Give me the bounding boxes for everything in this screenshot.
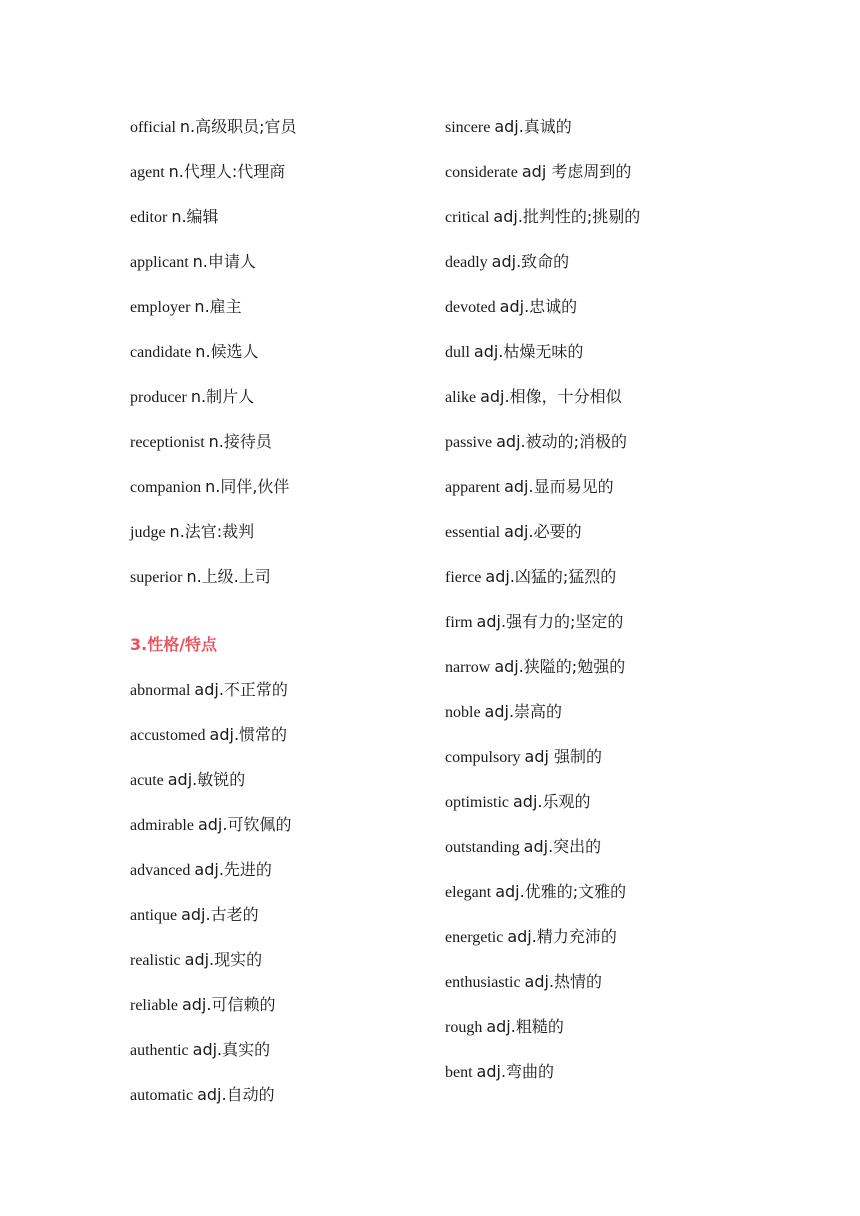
vocab-word: abnormal	[130, 682, 191, 699]
vocab-definition: n.申请人	[192, 252, 256, 271]
vocab-word: official	[130, 119, 176, 136]
vocab-definition: adj.精力充沛的	[507, 927, 617, 946]
vocab-word: sincere	[445, 119, 491, 136]
vocab-definition: adj.致命的	[491, 252, 570, 271]
vocab-entry	[445, 1014, 805, 1059]
vocab-definition: adj.批判性的;挑剔的	[493, 207, 641, 226]
vocab-entry	[445, 474, 805, 519]
vocab-entry	[445, 294, 805, 339]
vocab-definition: adj 考虑周到的	[521, 162, 632, 181]
vocab-word: admirable	[130, 817, 194, 834]
vocab-word: superior	[130, 569, 183, 586]
vocab-word: automatic	[130, 1087, 194, 1104]
vocab-definition: adj.强有力的;坚定的	[476, 612, 624, 631]
vocab-definition: adj.显而易见的	[504, 477, 614, 496]
vocab-entry	[445, 879, 805, 924]
vocab-word: bent	[445, 1064, 473, 1081]
vocab-entry	[445, 609, 805, 654]
vocab-definition: adj.粗糙的	[486, 1017, 564, 1036]
vocab-word: receptionist	[130, 434, 205, 451]
vocab-entry	[130, 564, 430, 609]
vocab-entry	[130, 992, 430, 1037]
vocab-entry	[130, 159, 430, 204]
vocab-word: judge	[130, 524, 166, 541]
vocab-definition: n.编辑	[171, 207, 219, 226]
vocab-entry	[130, 339, 430, 384]
vocab-entry	[130, 294, 430, 339]
vocab-definition: adj.相像，十分相似	[480, 387, 622, 406]
vocab-entry	[130, 204, 430, 249]
vocab-entry	[445, 159, 805, 204]
vocab-entry	[130, 947, 430, 992]
vocab-definition: adj.敏锐的	[167, 770, 246, 789]
vocab-definition: adj.突出的	[523, 837, 602, 856]
vocab-definition: adj.崇高的	[484, 702, 563, 721]
vocab-word: considerate	[445, 164, 518, 181]
vocab-entry	[445, 834, 805, 879]
vocab-word: critical	[445, 209, 490, 226]
vocab-word: alike	[445, 389, 477, 406]
vocab-entry	[130, 677, 430, 722]
vocab-entry	[130, 1082, 430, 1127]
vocab-definition: adj.优雅的;文雅的	[495, 882, 627, 901]
vocab-definition: adj.惯常的	[209, 725, 288, 744]
vocab-entry	[130, 429, 430, 474]
vocab-entry	[445, 204, 805, 249]
vocab-word: antique	[130, 907, 178, 924]
vocab-word: companion	[130, 479, 202, 496]
vocab-definition: adj.真实的	[192, 1040, 271, 1059]
vocab-definition: n.高级职员;官员	[179, 117, 297, 136]
vocab-entry	[445, 789, 805, 834]
vocab-word: employer	[130, 299, 191, 316]
vocab-entry	[130, 722, 430, 767]
vocab-word: rough	[445, 1019, 483, 1036]
vocab-definition: adj.必要的	[504, 522, 582, 541]
vocab-word: firm	[445, 614, 473, 631]
vocab-definition: adj.凶猛的;猛烈的	[485, 567, 617, 586]
vocab-definition: adj.狭隘的;勉强的	[494, 657, 626, 676]
vocab-entry	[130, 474, 430, 519]
vocab-entry	[130, 519, 430, 564]
vocab-definition: adj.可钦佩的	[197, 815, 292, 834]
vocab-definition: n.接待员	[208, 432, 272, 451]
vocab-word: compulsory	[445, 749, 521, 766]
vocab-word: energetic	[445, 929, 504, 946]
vocab-definition: adj.忠诚的	[499, 297, 578, 316]
vocab-definition: adj.枯燥无味的	[473, 342, 584, 361]
vocab-word: agent	[130, 164, 165, 181]
vocab-definition: adj.乐观的	[513, 792, 591, 811]
vocab-entry	[445, 519, 805, 564]
vocab-entry	[445, 339, 805, 384]
vocab-definition: adj.古老的	[181, 905, 259, 924]
vocab-entry	[130, 1037, 430, 1082]
vocab-entry	[130, 767, 430, 812]
vocab-word: passive	[445, 434, 493, 451]
vocab-definition: adj.被动的;消极的	[496, 432, 627, 451]
vocab-entry	[130, 902, 430, 947]
vocab-word: realistic	[130, 952, 181, 969]
vocab-word: noble	[445, 704, 481, 721]
vocab-definition: adj 强制的	[524, 747, 603, 766]
vocab-entry	[445, 249, 805, 294]
vocab-entry	[445, 744, 805, 789]
vocab-entry	[445, 1059, 805, 1104]
vocab-entry	[130, 114, 430, 159]
vocab-definition: adj.自动的	[197, 1085, 275, 1104]
vocab-entry	[130, 384, 430, 429]
vocab-entry	[445, 699, 805, 744]
vocab-entry	[445, 969, 805, 1014]
vocab-entry	[445, 924, 805, 969]
vocab-word: reliable	[130, 997, 178, 1014]
left-entries-top	[130, 114, 430, 609]
vocab-entry	[445, 429, 805, 474]
vocab-definition: adj.真诚的	[494, 117, 572, 136]
vocab-definition: adj.现实的	[184, 950, 263, 969]
vocab-entry	[445, 564, 805, 609]
vocab-entry	[130, 857, 430, 902]
vocab-word: advanced	[130, 862, 191, 879]
vocab-entry	[445, 384, 805, 429]
vocab-word: producer	[130, 389, 187, 406]
vocab-entry	[445, 654, 805, 699]
vocab-word: authentic	[130, 1042, 189, 1059]
vocab-word: candidate	[130, 344, 192, 361]
vocab-definition: adj.弯曲的	[476, 1062, 555, 1081]
vocab-definition: n.候选人	[195, 342, 259, 361]
vocab-word: enthusiastic	[445, 974, 521, 991]
right-column	[445, 114, 805, 1104]
vocab-word: optimistic	[445, 794, 509, 811]
vocab-word: essential	[445, 524, 501, 541]
vocab-definition: n.上级.上司	[186, 567, 271, 586]
vocab-word: acute	[130, 772, 164, 789]
vocab-word: narrow	[445, 659, 491, 676]
vocab-entry	[130, 812, 430, 857]
vocab-word: deadly	[445, 254, 488, 271]
vocab-definition: n.同伴,伙伴	[205, 477, 290, 496]
vocab-definition: adj.不正常的	[194, 680, 288, 699]
vocab-word: outstanding	[445, 839, 520, 856]
vocab-word: fierce	[445, 569, 482, 586]
vocab-definition: n.代理人:代理商	[168, 162, 286, 181]
vocab-word: accustomed	[130, 727, 206, 744]
vocab-definition: adj.热情的	[524, 972, 603, 991]
vocab-word: apparent	[445, 479, 501, 496]
vocab-entry	[445, 114, 805, 159]
vocab-word: editor	[130, 209, 168, 226]
vocab-word: applicant	[130, 254, 189, 271]
vocab-word: elegant	[445, 884, 492, 901]
vocab-entry	[130, 249, 430, 294]
left-entries-bottom	[130, 677, 430, 1127]
section-heading: 3.性格/特点	[130, 635, 218, 654]
vocab-definition: adj.可信赖的	[181, 995, 276, 1014]
vocab-definition: adj.先进的	[194, 860, 272, 879]
vocab-definition: n.雇主	[194, 297, 242, 316]
vocab-definition: n.法官:裁判	[169, 522, 255, 541]
vocab-definition: n.制片人	[190, 387, 255, 406]
vocab-word: dull	[445, 344, 470, 361]
left-column	[130, 114, 430, 1127]
vocab-word: devoted	[445, 299, 496, 316]
